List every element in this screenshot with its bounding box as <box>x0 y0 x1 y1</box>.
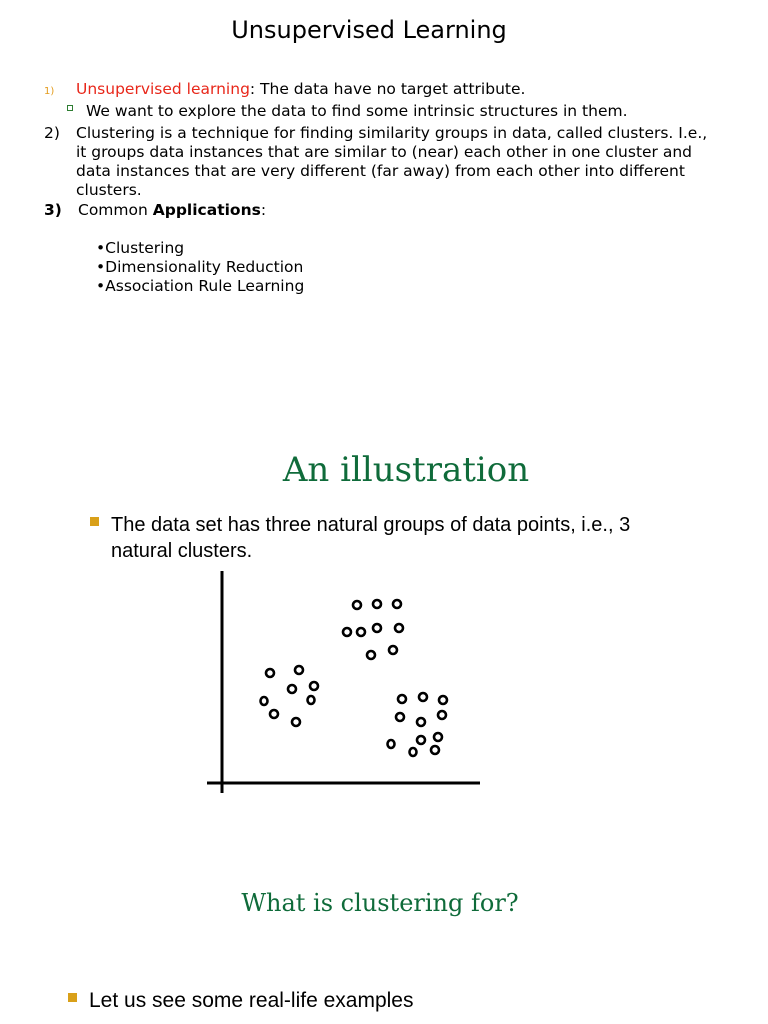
data-point <box>434 733 442 741</box>
item-3-suffix: : <box>260 201 267 219</box>
data-point <box>419 693 427 701</box>
data-point <box>439 696 447 704</box>
data-point <box>417 736 425 744</box>
data-point <box>353 601 361 609</box>
item-1-text <box>76 80 525 99</box>
term-unsupervised-learning: Unsupervised learning <box>76 80 250 98</box>
item-1-sub: We want to explore the data to find some intrinsic structures in them. <box>86 102 628 120</box>
data-point <box>417 718 425 726</box>
data-points <box>261 600 448 756</box>
data-point <box>388 740 395 748</box>
data-point <box>357 628 365 636</box>
item-2-line: Clustering is a technique for finding similarity groups in data, called clusters. I.e., <box>76 124 708 142</box>
data-point <box>266 669 274 677</box>
data-point <box>295 666 303 674</box>
item-1-number: 1) <box>44 86 55 97</box>
square-bullet-icon <box>90 517 99 526</box>
data-point <box>393 600 401 608</box>
data-point <box>431 746 439 754</box>
item-3-prefix: Common <box>78 201 153 219</box>
slide-title: Unsupervised Learning <box>231 16 507 44</box>
illustration-bullet-line: natural clusters. <box>111 540 253 562</box>
square-bullet-icon <box>67 105 73 111</box>
item-1 <box>44 80 54 101</box>
data-point <box>261 697 268 705</box>
data-point <box>373 624 381 632</box>
examples-bullet: Let us see some real-life examples <box>89 989 414 1012</box>
item-1-definition: : The data have no target attribute. <box>249 80 526 98</box>
illustration-title: An illustration <box>282 450 530 490</box>
item-3-text <box>78 201 266 220</box>
data-point <box>438 711 446 719</box>
data-point <box>310 682 318 690</box>
data-point <box>367 651 375 659</box>
application-item: •Association Rule Learning <box>96 277 305 295</box>
data-point <box>270 710 278 718</box>
data-point <box>389 646 397 654</box>
illustration-bullet-line: The data set has three natural groups of data points, i.e., 3 <box>111 514 631 536</box>
item-3-number: 3) <box>44 201 62 219</box>
square-bullet-icon <box>68 993 77 1002</box>
item-2-line: clusters. <box>76 181 142 199</box>
data-point <box>343 628 351 636</box>
data-point <box>373 600 381 608</box>
application-item: •Dimensionality Reduction <box>96 258 304 276</box>
item-2-number: 2) <box>44 124 60 142</box>
item-3-bold: Applications <box>152 201 261 219</box>
data-point <box>308 696 315 704</box>
item-2-line: data instances that are very different (far away) from each other into different <box>76 162 685 180</box>
data-point <box>398 695 406 703</box>
data-point <box>396 713 404 721</box>
section-title: What is clustering for? <box>241 889 519 917</box>
application-item: •Clustering <box>96 239 185 257</box>
data-point <box>410 748 417 756</box>
data-point <box>395 624 403 632</box>
cluster-scatter-plot <box>200 565 490 800</box>
data-point <box>292 718 300 726</box>
item-2-line: it groups data instances that are similar to (near) each other in one cluster and <box>76 143 693 161</box>
data-point <box>288 685 296 693</box>
